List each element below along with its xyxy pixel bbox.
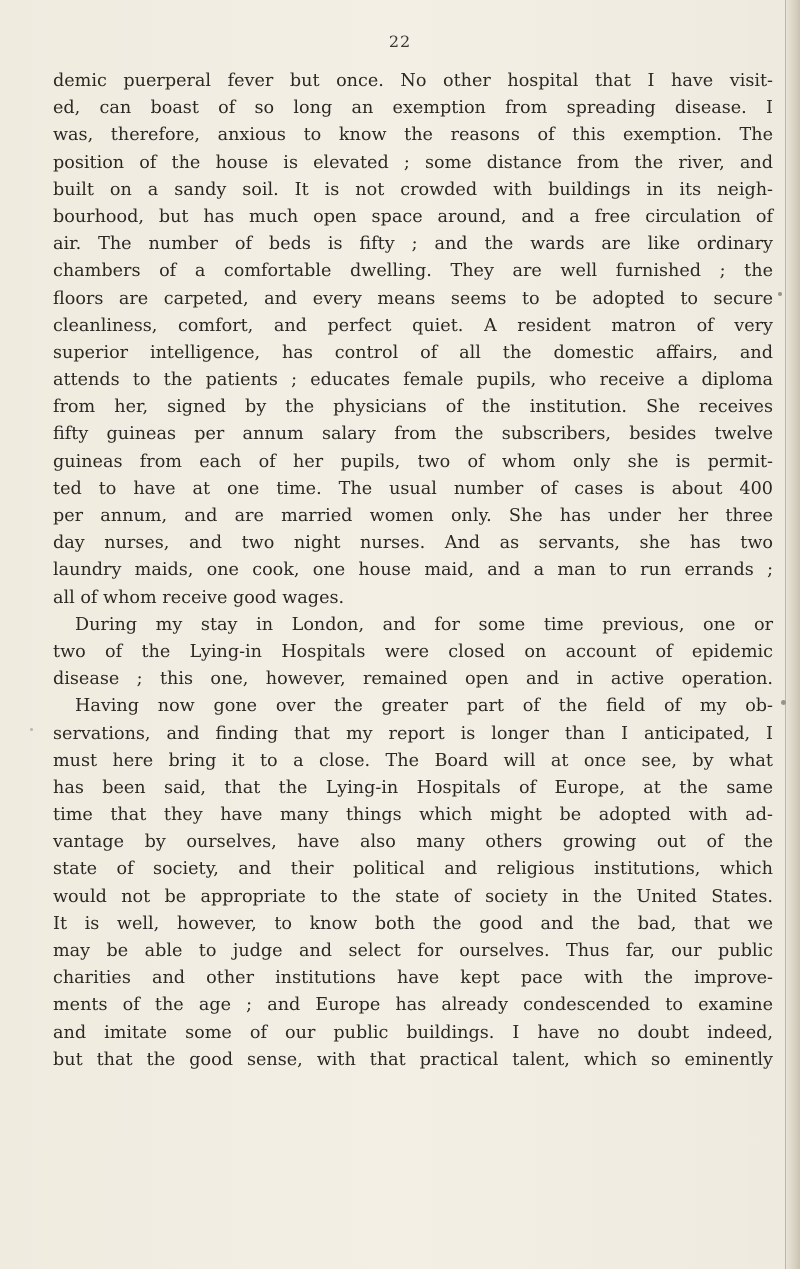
text-line-27: has been said, that the Lying-in Hospitals of Europe, at the same xyxy=(53,777,773,798)
text-line-16: ted to have at one time. The usual number of cases is about 400 xyxy=(53,478,773,499)
text-line-19: laundry maids, one cook, one house maid, and a man to run errands ; xyxy=(53,560,773,581)
text-line-6: bourhood, but has much open space around, and a free circulation of xyxy=(53,206,773,227)
text-line-12: attends to the patients ; educates female pupils, who receive a diploma xyxy=(53,370,773,391)
text-line-8: chambers of a comfortable dwelling. They are well furnished ; the xyxy=(53,261,773,282)
text-line-11: superior intelligence, has control of all the domestic affairs, and xyxy=(53,342,773,363)
text-line-18: day nurses, and two night nurses. And as servants, she has two xyxy=(53,533,773,554)
text-line-37: but that the good sense, with that practical talent, which so eminently xyxy=(53,1049,773,1070)
text-line-1: demic puerperal fever but once. No other hospital that I have visit- xyxy=(53,71,773,91)
text-line-28: time that they have many things which might be adopted with ad- xyxy=(53,805,773,826)
text-line-13: from her, signed by the physicians of the institution. She receives xyxy=(53,397,773,418)
text-line-25: servations, and finding that my report is longer than I anticipated, I xyxy=(53,723,773,744)
text-line-30: state of society, and their political and religious institutions, which xyxy=(53,859,773,880)
ink-spot xyxy=(778,292,782,296)
text-line-35: ments of the age ; and Europe has already condescended to examine xyxy=(53,995,773,1016)
text-line-26: must here bring it to a close. The Board will at once see, by what xyxy=(53,750,773,771)
text-line-23: disease ; this one, however, remained open and in active operation. xyxy=(53,669,773,690)
text-line-29: vantage by ourselves, have also many others growing out of the xyxy=(53,832,773,853)
text-line-14: fifty guineas per annum salary from the subscribers, besides twelve xyxy=(53,424,773,445)
text-line-33: may be able to judge and select for ourselves. Thus far, our public xyxy=(53,941,773,961)
text-line-4: position of the house is elevated ; some distance from the river, and xyxy=(53,152,773,173)
text-line-21: During my stay in London, and for some time previous, one or xyxy=(75,614,773,635)
text-line-15: guineas from each of her pupils, two of whom only she is permit- xyxy=(53,451,773,472)
page-number: 22 xyxy=(388,32,412,51)
text-line-10: cleanliness, comfort, and perfect quiet. A resident matron of very xyxy=(53,315,773,336)
text-line-20: all of whom receive good wages. xyxy=(53,587,345,608)
text-line-32: It is well, however, to know both the good and the bad, that we xyxy=(53,913,773,934)
text-line-2: ed, can boast of so long an exemption from spreading disease. I xyxy=(53,98,773,119)
ink-spot xyxy=(781,700,786,705)
text-line-9: floors are carpeted, and every means seems to be adopted to secure xyxy=(53,288,773,309)
text-line-36: and imitate some of our public buildings. I have no doubt indeed, xyxy=(53,1022,773,1043)
text-line-34: charities and other institutions have kept pace with the improve- xyxy=(53,968,773,989)
text-line-31: would not be appropriate to the state of society in the United States. xyxy=(53,886,773,907)
text-line-7: air. The number of beds is fifty ; and the wards are like ordinary xyxy=(53,234,773,255)
ink-spot xyxy=(30,728,33,731)
text-line-22: two of the Lying-in Hospitals were closed on account of epidemic xyxy=(53,641,773,662)
text-line-3: was, therefore, anxious to know the reasons of this exemption. The xyxy=(53,125,773,146)
text-line-17: per annum, and are married women only. She has under her three xyxy=(53,506,773,526)
text-line-24: Having now gone over the greater part of the field of my ob- xyxy=(75,696,773,717)
page-edge xyxy=(785,0,800,1269)
text-line-5: built on a sandy soil. It is not crowded with buildings in its neigh- xyxy=(53,179,773,200)
body-text xyxy=(53,68,773,1074)
